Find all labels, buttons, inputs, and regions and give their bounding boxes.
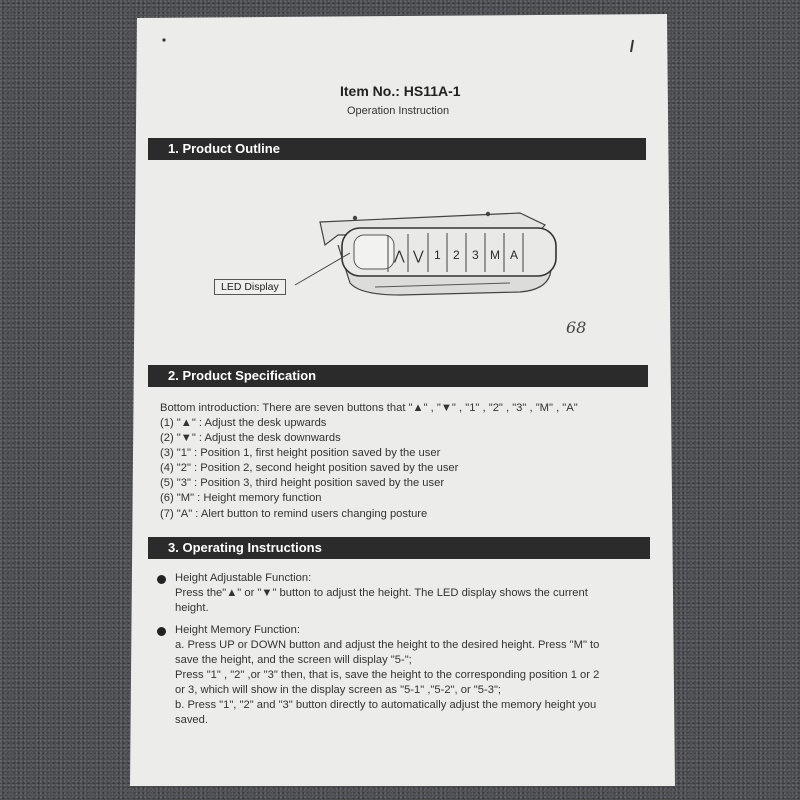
height-adjustable-line-2: height. — [175, 602, 209, 614]
height-adjustable-title: Height Adjustable Function: — [175, 572, 312, 584]
spec-item-6: (6) "M" : Height memory function — [160, 492, 322, 504]
spec-item-3: (3) "1" : Position 1, first height position saved by the user — [160, 447, 441, 459]
spec-item-4: (4) "2" : Position 2, second height position saved by the user — [160, 462, 459, 474]
height-memory-line-4: or 3, which will show in the display screen as "5-1" ,"5-2", or "5-3"; — [175, 684, 502, 696]
section-heading-operating-instructions: 3. Operating Instructions — [148, 537, 650, 559]
height-memory-title: Height Memory Function: — [175, 624, 300, 636]
button-2-label: 2 — [453, 248, 460, 262]
spec-item-2: (2) "▼" : Adjust the desk downwards — [160, 432, 341, 444]
bullet-icon — [157, 575, 166, 584]
height-memory-line-6: saved. — [175, 714, 208, 726]
height-memory-line-2: save the height, and the screen will display "5-"; — [175, 654, 412, 666]
spec-item-7: (7) "A" : Alert button to remind users changing posture — [160, 508, 428, 520]
height-memory-line-3: Press "1" , "2" ,or "3" then, that is, save the height to the corresponding position 1 or 2 — [175, 669, 600, 681]
button-1-label: 1 — [434, 248, 441, 262]
item-number-title: Item No.: HS11A-1 — [340, 83, 461, 99]
section-heading-product-outline: 1. Product Outline — [148, 138, 646, 160]
button-3-label: 3 — [472, 248, 479, 262]
height-memory-line-1: a. Press UP or DOWN button and adjust the height to the desired height. Press "M" to — [175, 639, 600, 651]
button-a-label: A — [510, 248, 519, 262]
height-memory-line-5: b. Press "1", "2" and "3" button directly to automatically adjust the memory height you — [175, 699, 597, 711]
spec-item-1: (1) "▲" : Adjust the desk upwards — [160, 417, 327, 429]
specification-intro: Bottom introduction: There are seven buttons that "▲" , "▼" , "1" , "2" , "3" , "M" , "A" — [160, 402, 578, 414]
up-button-label: ⋀ — [394, 248, 405, 263]
down-button-label: ⋁ — [413, 248, 424, 263]
controller-button-labels — [200, 195, 580, 315]
led-display-callout: LED Display — [214, 279, 286, 295]
height-adjustable-line-1: Press the"▲" or "▼" button to adjust the height. The LED display shows the current — [175, 587, 588, 599]
document-subtitle: Operation Instruction — [347, 105, 450, 117]
spec-item-5: (5) "3" : Position 3, third height position saved by the user — [160, 477, 445, 489]
button-m-label: M — [490, 248, 500, 262]
bullet-icon — [157, 627, 166, 636]
section-heading-product-specification: 2. Product Specification — [148, 365, 648, 387]
handwritten-note: 68 — [566, 318, 587, 337]
